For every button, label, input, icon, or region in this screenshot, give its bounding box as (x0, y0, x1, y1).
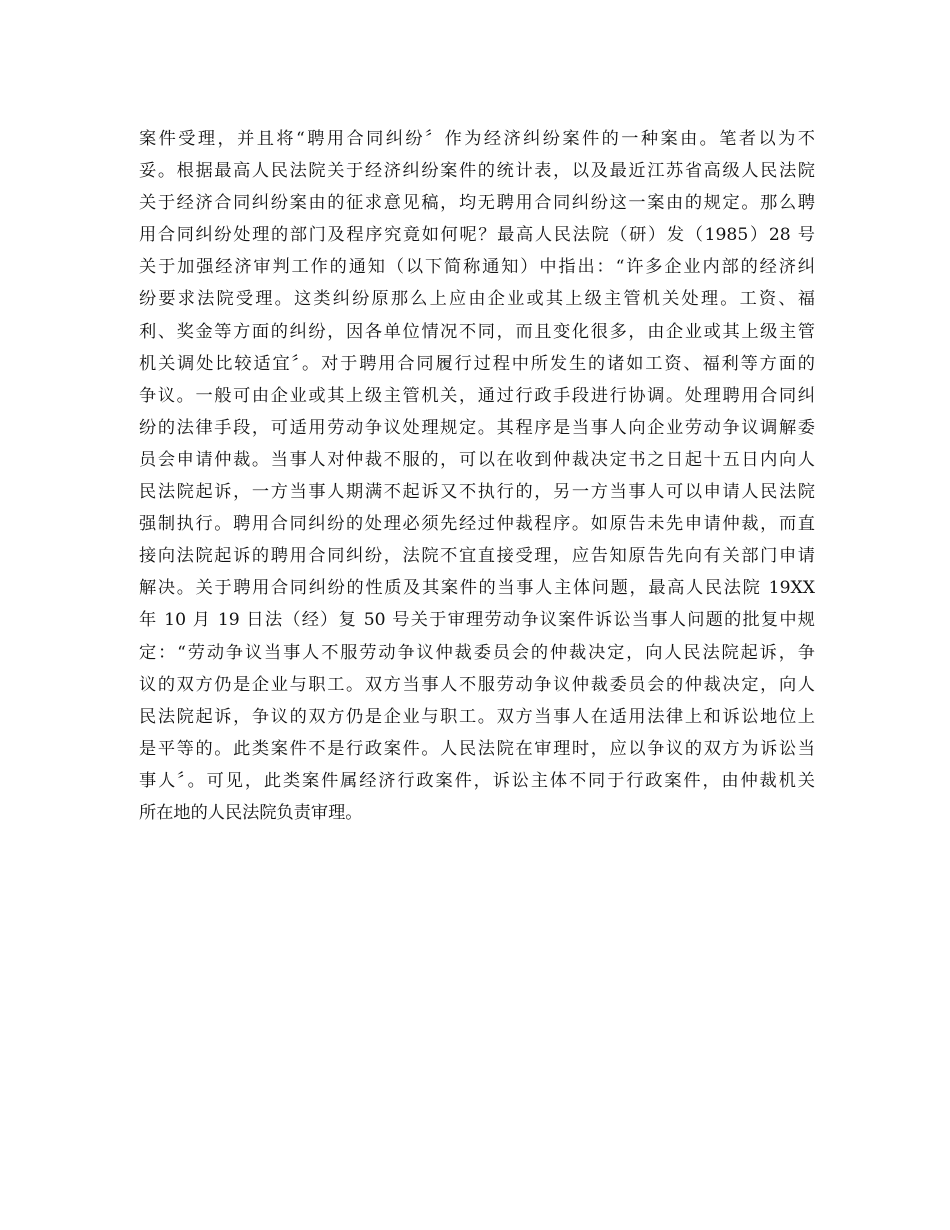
text-line: 争议。一般可由企业或其上级主管机关，通过行政手段进行协调。处理聘用合同纠 (139, 385, 815, 406)
text-line: 纷的法律手段，可适用劳动争议处理规定。其程序是当事人向企业劳动争议调解委 (139, 417, 815, 438)
text-line: 解决。关于聘用合同纠纷的性质及其案件的当事人主体问题，最高人民法院 19XX (139, 578, 815, 599)
text-line: 关于经济合同纠纷案由的征求意见稿，均无聘用合同纠纷这一案由的规定。那么聘 (139, 193, 815, 214)
text-line: 是平等的。此类案件不是行政案件。人民法院在审理时，应以争议的双方为诉讼当 (139, 738, 815, 759)
text-line: 员会申请仲裁。当事人对仲裁不服的，可以在收到仲裁决定书之日起十五日内向人 (139, 449, 815, 470)
text-line: 所在地的人民法院负责审理。 (139, 802, 363, 823)
text-line: 年 10 月 19 日法（经）复 50 号关于审理劳动争议案件诉讼当事人问题的批复中规 (139, 610, 815, 631)
text-line: 接向法院起诉的聘用合同纠纷，法院不宜直接受理，应告知原告先向有关部门申请 (139, 546, 815, 567)
text-line: 纷要求法院受理。这类纠纷原那么上应由企业或其上级主管机关处理。工资、福 (139, 289, 815, 310)
text-line: 案件受理，并且将“聘用合同纠纷〞作为经济纠纷案件的一种案由。笔者以为不 (139, 129, 815, 149)
text-line: 事人〞。可见，此类案件属经济行政案件，诉讼主体不同于行政案件，由仲裁机关 (139, 770, 815, 791)
text-line: 民法院起诉，争议的双方仍是企业与职工。双方当事人在适用法律上和诉讼地位上 (139, 706, 815, 727)
text-line: 机关调处比较适宜〞。对于聘用合同履行过程中所发生的诸如工资、福利等方面的 (139, 353, 815, 374)
text-line: 用合同纠纷处理的部门及程序究竟如何呢？最高人民法院（研）发（1985）28 号 (139, 225, 815, 246)
text-line: 关于加强经济审判工作的通知（以下简称通知）中指出：“许多企业内部的经济纠 (139, 257, 815, 278)
text-line: 议的双方仍是企业与职工。双方当事人不服劳动争议仲裁委员会的仲裁决定，向人 (139, 674, 815, 695)
text-line: 定：“劳动争议当事人不服劳动争议仲裁委员会的仲裁决定，向人民法院起诉，争 (139, 642, 815, 663)
text-line: 利、奖金等方面的纠纷，因各单位情况不同，而且变化很多，由企业或其上级主管 (139, 321, 815, 342)
text-line: 妥。根据最高人民法院关于经济纠纷案件的统计表，以及最近江苏省高级人民法院 (139, 161, 815, 182)
text-line: 民法院起诉，一方当事人期满不起诉又不执行的，另一方当事人可以申请人民法院 (139, 482, 815, 503)
body-paragraph (139, 123, 815, 829)
text-line: 强制执行。聘用合同纠纷的处理必须先经过仲裁程序。如原告未先申请仲裁，而直 (139, 514, 815, 535)
